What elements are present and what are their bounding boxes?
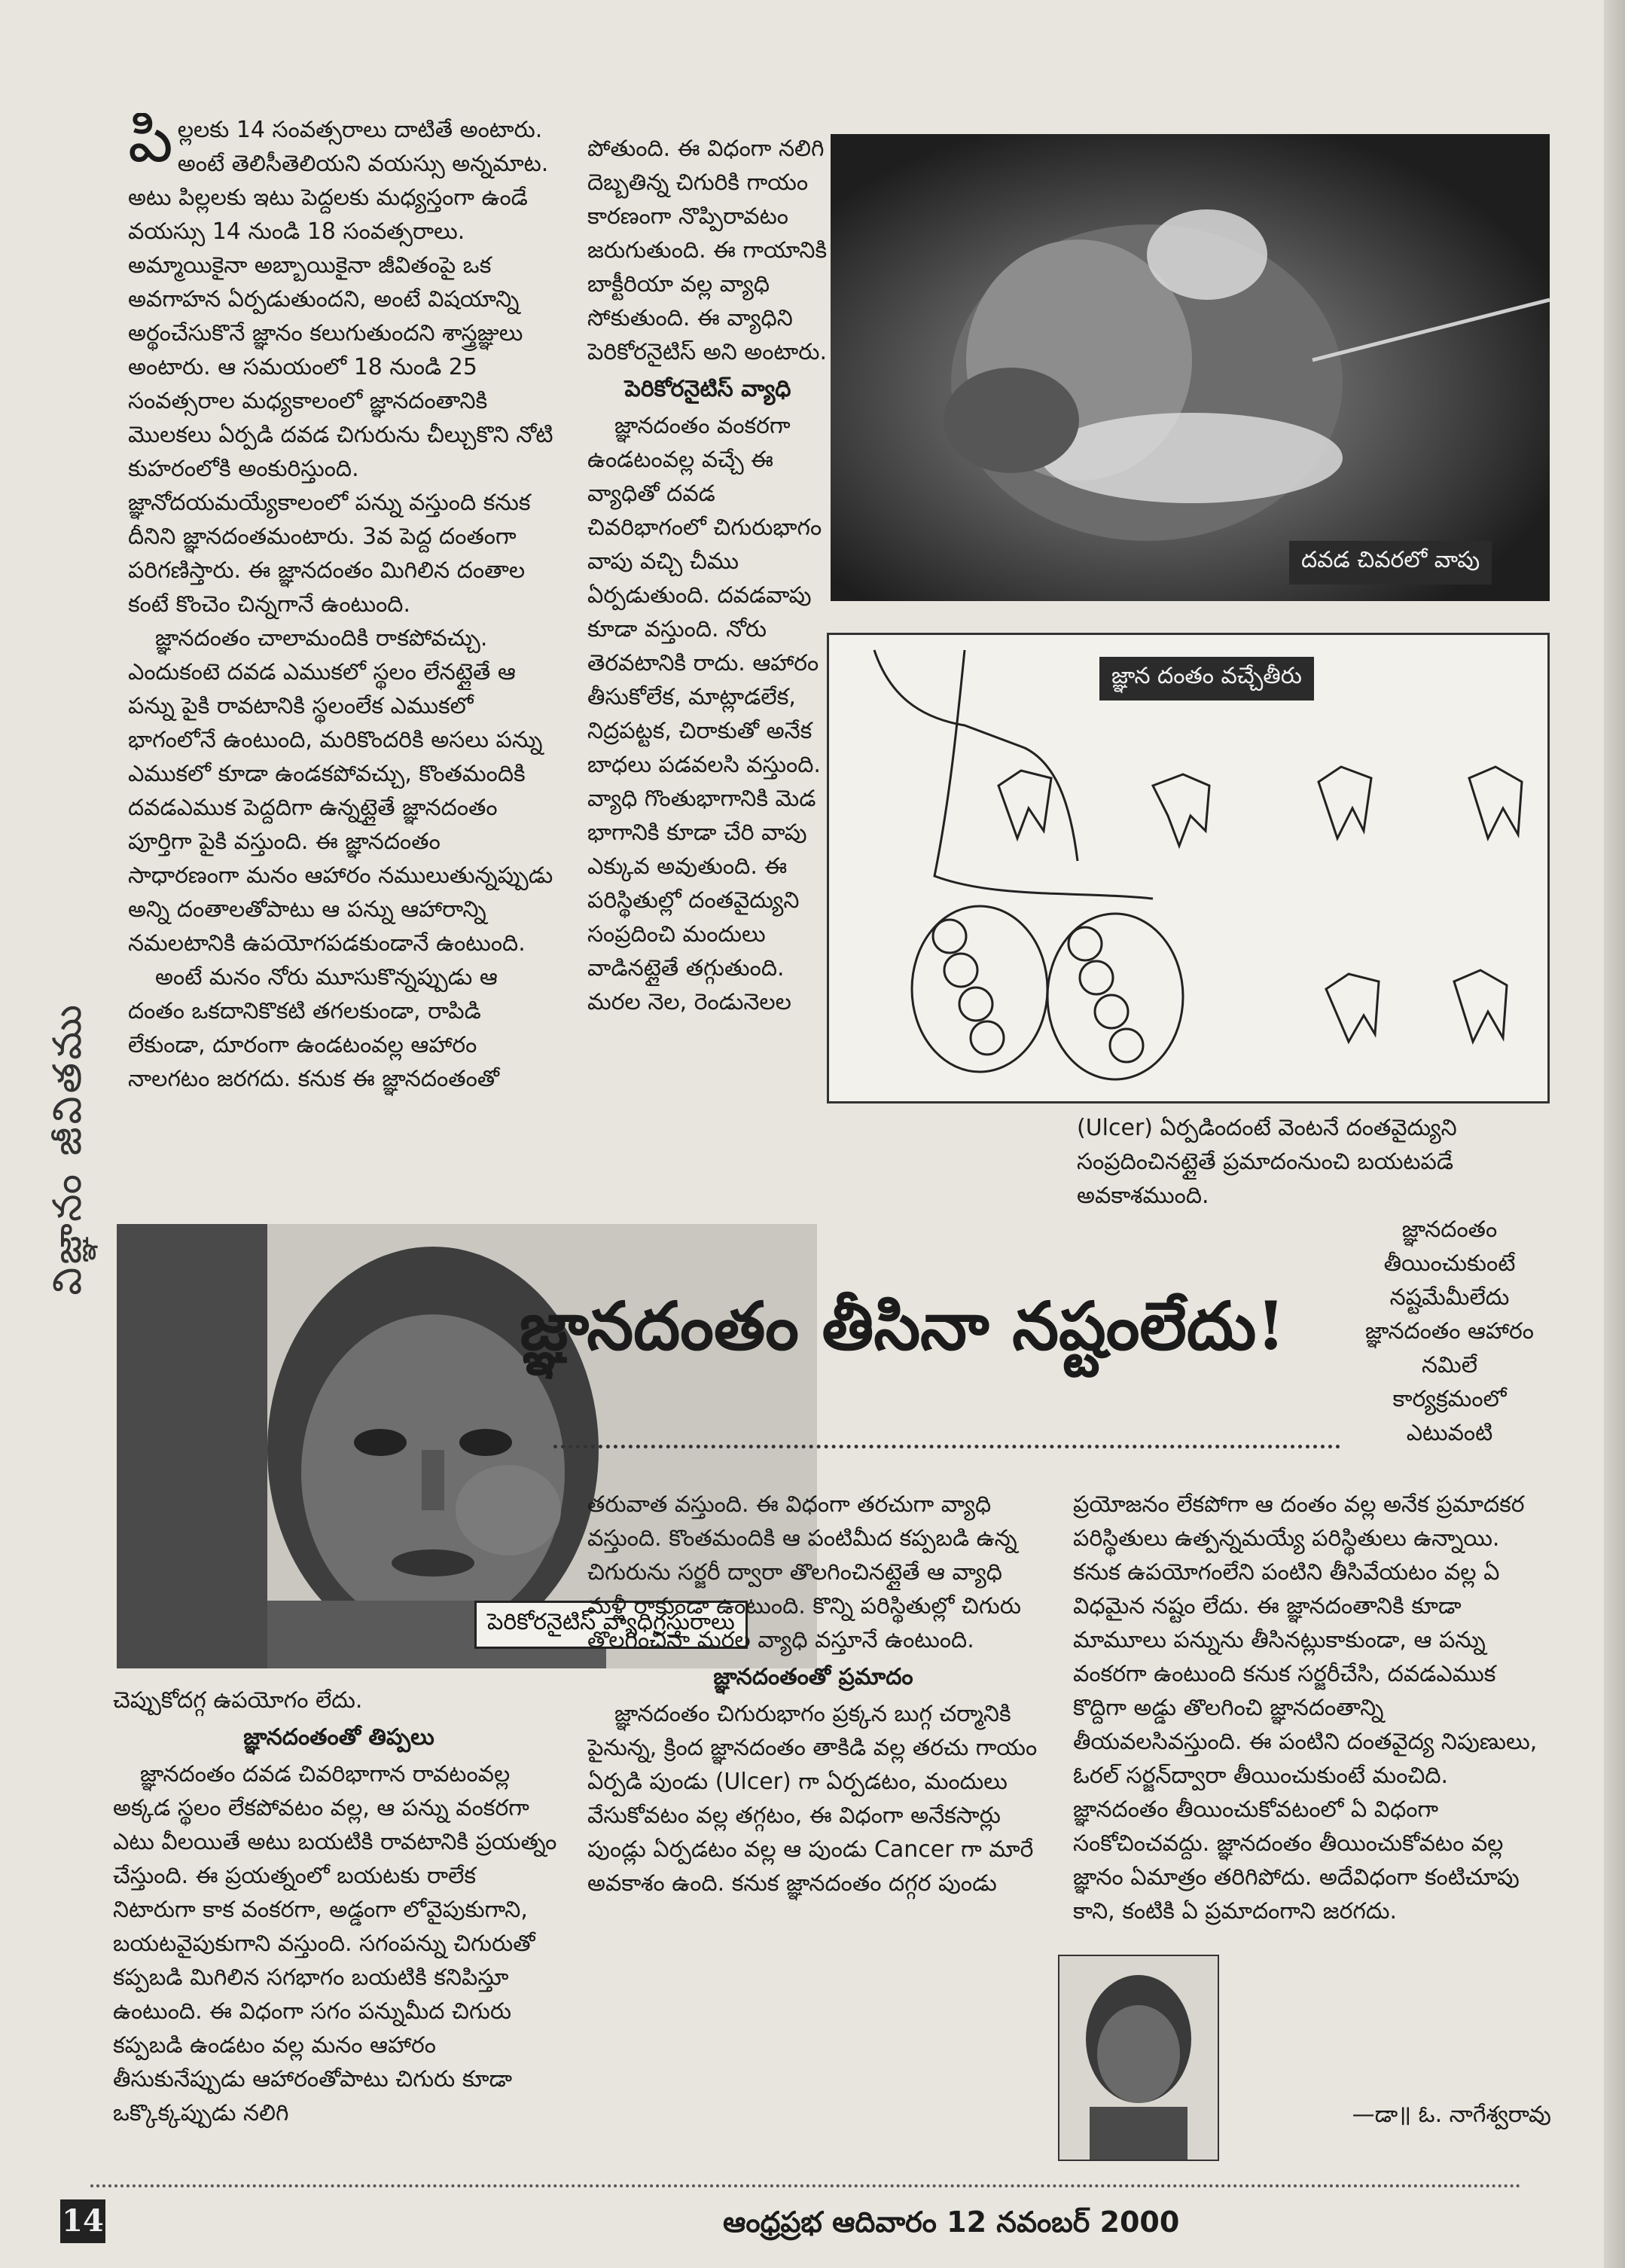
swollen-gum-image xyxy=(831,134,1550,601)
tooth-diagram-drawing xyxy=(829,635,1547,1101)
bottom-middle-subhead: జ్ఞానదంతంతో ప్రమాదం xyxy=(713,1664,913,1690)
bottom-left-lead: చెప్పుకోదగ్గ ఉపయోగం లేదు. xyxy=(113,1687,363,1714)
right-top-paragraph: (Ulcer) ఏర్పడిందంటే వెంటనే దంతవైద్యుని సంప్రదించినట్లైతే ప్రమాదంనుంచి బయటపడే అవకాశముంది. xyxy=(1077,1115,1457,1209)
bottom-right-column xyxy=(1073,1488,1540,2150)
middle-paragraph: పోతుంది. ఈ విధంగా నలిగి దెబ్బతిన్న చిగురికి గాయం కారణంగా నొప్పిరావటం జరుగుతుంది. ఈ గాయానికి బాక్టీరియా వల్ల వ్యాధి సోకుతుంది. ఈ వ్యాధిని పెరికోరనైటిస్ అని అంటారు. xyxy=(587,136,828,365)
right-top-text xyxy=(1077,1111,1544,1209)
publication-footer: ఆంధ్రప్రభ ఆదివారం 12 నవంబర్ 2000 xyxy=(723,2205,1180,2239)
middle-column xyxy=(587,132,828,1137)
section-title: విజ్ఞానం జీవితము xyxy=(45,1002,90,1296)
intro-paragraph: జ్ఞానదంతం చాలామందికి రాకపోవచ్చు. ఎందుకంటె దవడ ఎముకలో స్థలం లేనట్లైతే ఆ పన్ను పైకి రావటానికి స్థలంలేక ఎముకలో భాగంలోనే ఉంటుంది, మరికొందరికి అసలు పన్ను ఎముకలో కూడా ఉండకపోవచ్చు, కొంతమందికి దవడఎముక పెద్దదిగా ఉన్నట్లైతే జ్ఞానదంతం పూర్తిగా పైకి వస్తుంది. ఈ జ్ఞానదంతం సాధారణంగా మనం ఆహారం నములుతున్నప్పుడు అన్ని దంతాలతోపాటు ఆ పన్ను ఆహారాన్ని నమలటానికి ఉపయోగపడకుండానే ఉంటుంది. xyxy=(128,625,553,957)
footer-rule xyxy=(90,2184,1521,2187)
dropcap: పి xyxy=(128,113,173,176)
photo2-caption: పెరికోరనైటిస్ వ్యాధిగ్రస్తురాలు xyxy=(474,1601,748,1649)
middle-paragraph: జ్ఞానదంతం వంకరగా ఉండటంవల్ల వచ్చే ఈ వ్యాధితో దవడ చివరిభాగంలో చిగురుభాగం వాపు వచ్చి చీము ఏర్పడుతుంది. దవడవాపు కూడా వస్తుంది. నోరు తెరవటానికి రాదు. ఆహారం తీసుకోలేక, మాట్లాడలేక, నిద్రపట్టక, చిరాకుతో అనేక బాధలు పడవలసి వస్తుంది. వ్యాధి గొంతుభాగానికి మెడ భాగానికి కూడా చేరి వాపు ఎక్కువ అవుతుంది. ఈ పరిస్థితుల్లో దంతవైద్యుని సంప్రదించి మందులు వాడినట్లైతే తగ్గుతుంది. మరల నెల, రెండునెలల xyxy=(587,413,822,1015)
swollen-gum-photo xyxy=(831,134,1550,601)
headline: జ్ఞానదంతం తీసినా నష్టంలేదు! xyxy=(520,1287,1285,1365)
bottom-left-paragraph: జ్ఞానదంతం దవడ చివరిభాగాన రావటంవల్ల అక్కడ స్థలం లేకపోవటం వల్ల, ఆ పన్ను వంకరగా ఎటు వీలయితే అటు బయటికి రావటానికి ప్రయత్నం చేస్తుంది. ఈ ప్రయత్నంలో బయటకు రాలేక నిటారుగా కాక వంకరగా, అడ్డంగా లోవైపుకుగాని, బయటవైపుకుగాని వస్తుంది. సగంపన్ను చిగురుతో కప్పబడి మిగిలిన సగభాగం బయటికి కనిపిస్తూ ఉంటుంది. ఈ విధంగా సగం పన్నుమీద చిగురు కప్పబడి ఉండటం వల్ల మనం ఆహారం తీసుకునేప్పుడు ఆహారంతోపాటు చిగురు కూడా ఒక్కొక్కప్పుడు నలిగి xyxy=(113,1761,557,2126)
intro-paragraph: ల్లలకు 14 సంవత్సరాలు దాటితే అంటారు. అంటే తెలిసీతెలియని వయస్సు అన్నమాట. అటు పిల్లలకు ఇటు పెద్దలకు మధ్యస్తంగా ఉండే వయస్సు 14 నుండి 18 సంవత్సరాలు. అమ్మాయికైనా అబ్బాయికైనా జీవితంపై ఒక అవగాహన ఏర్పడుతుందని, అంటే విషయాన్ని అర్థంచేసుకొనే జ్ఞానం కలుగుతుందని శాస్త్రజ్ఞులు అంటారు. ఆ సమయంలో 18 నుండి 25 సంవత్సరాల మధ్యకాలంలో జ్ఞానదంతానికి మొలకలు ఏర్పడి దవడ చిగురును చీల్చుకొని నోటి కుహరంలోకి అంకురిస్తుంది. జ్ఞానోదయమయ్యేకాలంలో పన్ను వస్తుంది కనుక దీనిని జ్ఞానదంతమంటారు. 3వ పెద్ద దంతంగా పరిగణిస్తారు. ఈ జ్ఞానదంతం మిగిలిన దంతాల కంటే కొంచెం చిన్నగానే ఉంటుంది. xyxy=(128,117,553,618)
intro-paragraph: అంటే మనం నోరు మూసుకొన్నప్పుడు ఆ దంతం ఒకదానికొకటి తగలకుండా, రాపిడి లేకుండా, దూరంగా ఉండటంవల్ల ఆహారం నాలగటం జరగదు. కనుక ఈ జ్ఞానదంతంతో xyxy=(128,964,500,1092)
bottom-middle-paragraph: జ్ఞానదంతం చిగురుభాగం ప్రక్కన బుగ్గ చర్మానికి పైనున్న, క్రింద జ్ఞానదంతం తాకిడి వల్ల తరచు గాయం ఏర్పడి పుండు (Ulcer) గా ఏర్పడటం, మందులు వేసుకోవటం వల్ల తగ్గటం, ఈ విధంగా అనేకసార్లు పుండ్లు ఏర్పడటం వల్ల ఆ పుండు Cancer గా మారే అవకాశం ఉంది. కనుక జ్ఞానదంతం దగ్గర పుండు xyxy=(587,1701,1038,1897)
right-side-paragraph: జ్ఞానదంతం తీయించుకుంటే నష్టమేమీలేదు జ్ఞానదంతం ఆహారం నమిలే కార్యక్రమంలో ఎటువంటి xyxy=(1365,1216,1534,1446)
headline-dotted-rule xyxy=(553,1445,1340,1448)
tooth-diagram xyxy=(827,633,1550,1103)
page-number: 14 xyxy=(60,2199,105,2243)
right-side-column xyxy=(1363,1213,1536,1461)
page-fold xyxy=(1604,0,1625,2268)
bottom-middle-paragraph: తరువాత వస్తుంది. ఈ విధంగా తరచుగా వ్యాధి వస్తుంది. కొంతమందికి ఆ పంటిమీద కప్పబడి ఉన్న చిగురును సర్జరీ ద్వారా తొలగించినట్లైతే ఆ వ్యాధి మళ్లీ రాకుండా ఉంటుంది. కొన్ని పరిస్థితుల్లో చిగురు తొలగించినా మరల వ్యాధి వస్తూనే ఉంటుంది. xyxy=(587,1491,1021,1653)
bottom-middle-column xyxy=(587,1488,1039,2150)
signature xyxy=(1250,2098,1551,2135)
intro-column xyxy=(128,113,557,1198)
bottom-left-subhead: జ్ఞానదంతంతో తిప్పలు xyxy=(243,1724,434,1751)
photo1-caption: దవడ చివరలో వాపు xyxy=(1289,541,1492,585)
diagram-caption: జ్ఞాన దంతం వచ్చేతీరు xyxy=(1099,657,1314,701)
signature-text: —డా॥ ఓ. నాగేశ్వరావు xyxy=(1352,2102,1551,2128)
bottom-left-column xyxy=(113,1683,565,2150)
bottom-right-paragraph: ప్రయోజనం లేకపోగా ఆ దంతం వల్ల అనేక ప్రమాదకర పరిస్థితులు ఉత్పన్నమయ్యే పరిస్థితులు ఉన్నాయి. కనుక ఉపయోగంలేని పంటిని తీసివేయటం వల్ల ఏ విధమైన నష్టం లేదు. ఈ జ్ఞానదంతానికి కూడా మామూలు పన్నును తీసినట్లుకాకుండా, ఆ పన్ను వంకరగా ఉంటుంది కనుక సర్జరీచేసి, దవడఎముక కొద్దిగా అడ్డు తొలగించి జ్ఞానదంతాన్ని తీయవలసివస్తుంది. ఈ పంటిని దంతవైద్య నిపుణులు, ఓరల్ సర్జన్‌ద్వారా తీయించుకుంటే మంచిది. జ్ఞానదంతం తీయించుకోవటంలో ఏ విధంగా సంకోచించవద్దు. జ్ఞానదంతం తీయించుకోవటం వల్ల జ్ఞానం ఏమాత్రం తరిగిపోదు. అదేవిధంగా కంటిచూపు కాని, కంటికి ఏ ప్రమాదంగాని జరగదు. xyxy=(1073,1491,1538,1925)
middle-subhead: పెరికోరనైటిస్ వ్యాధి xyxy=(624,376,791,402)
